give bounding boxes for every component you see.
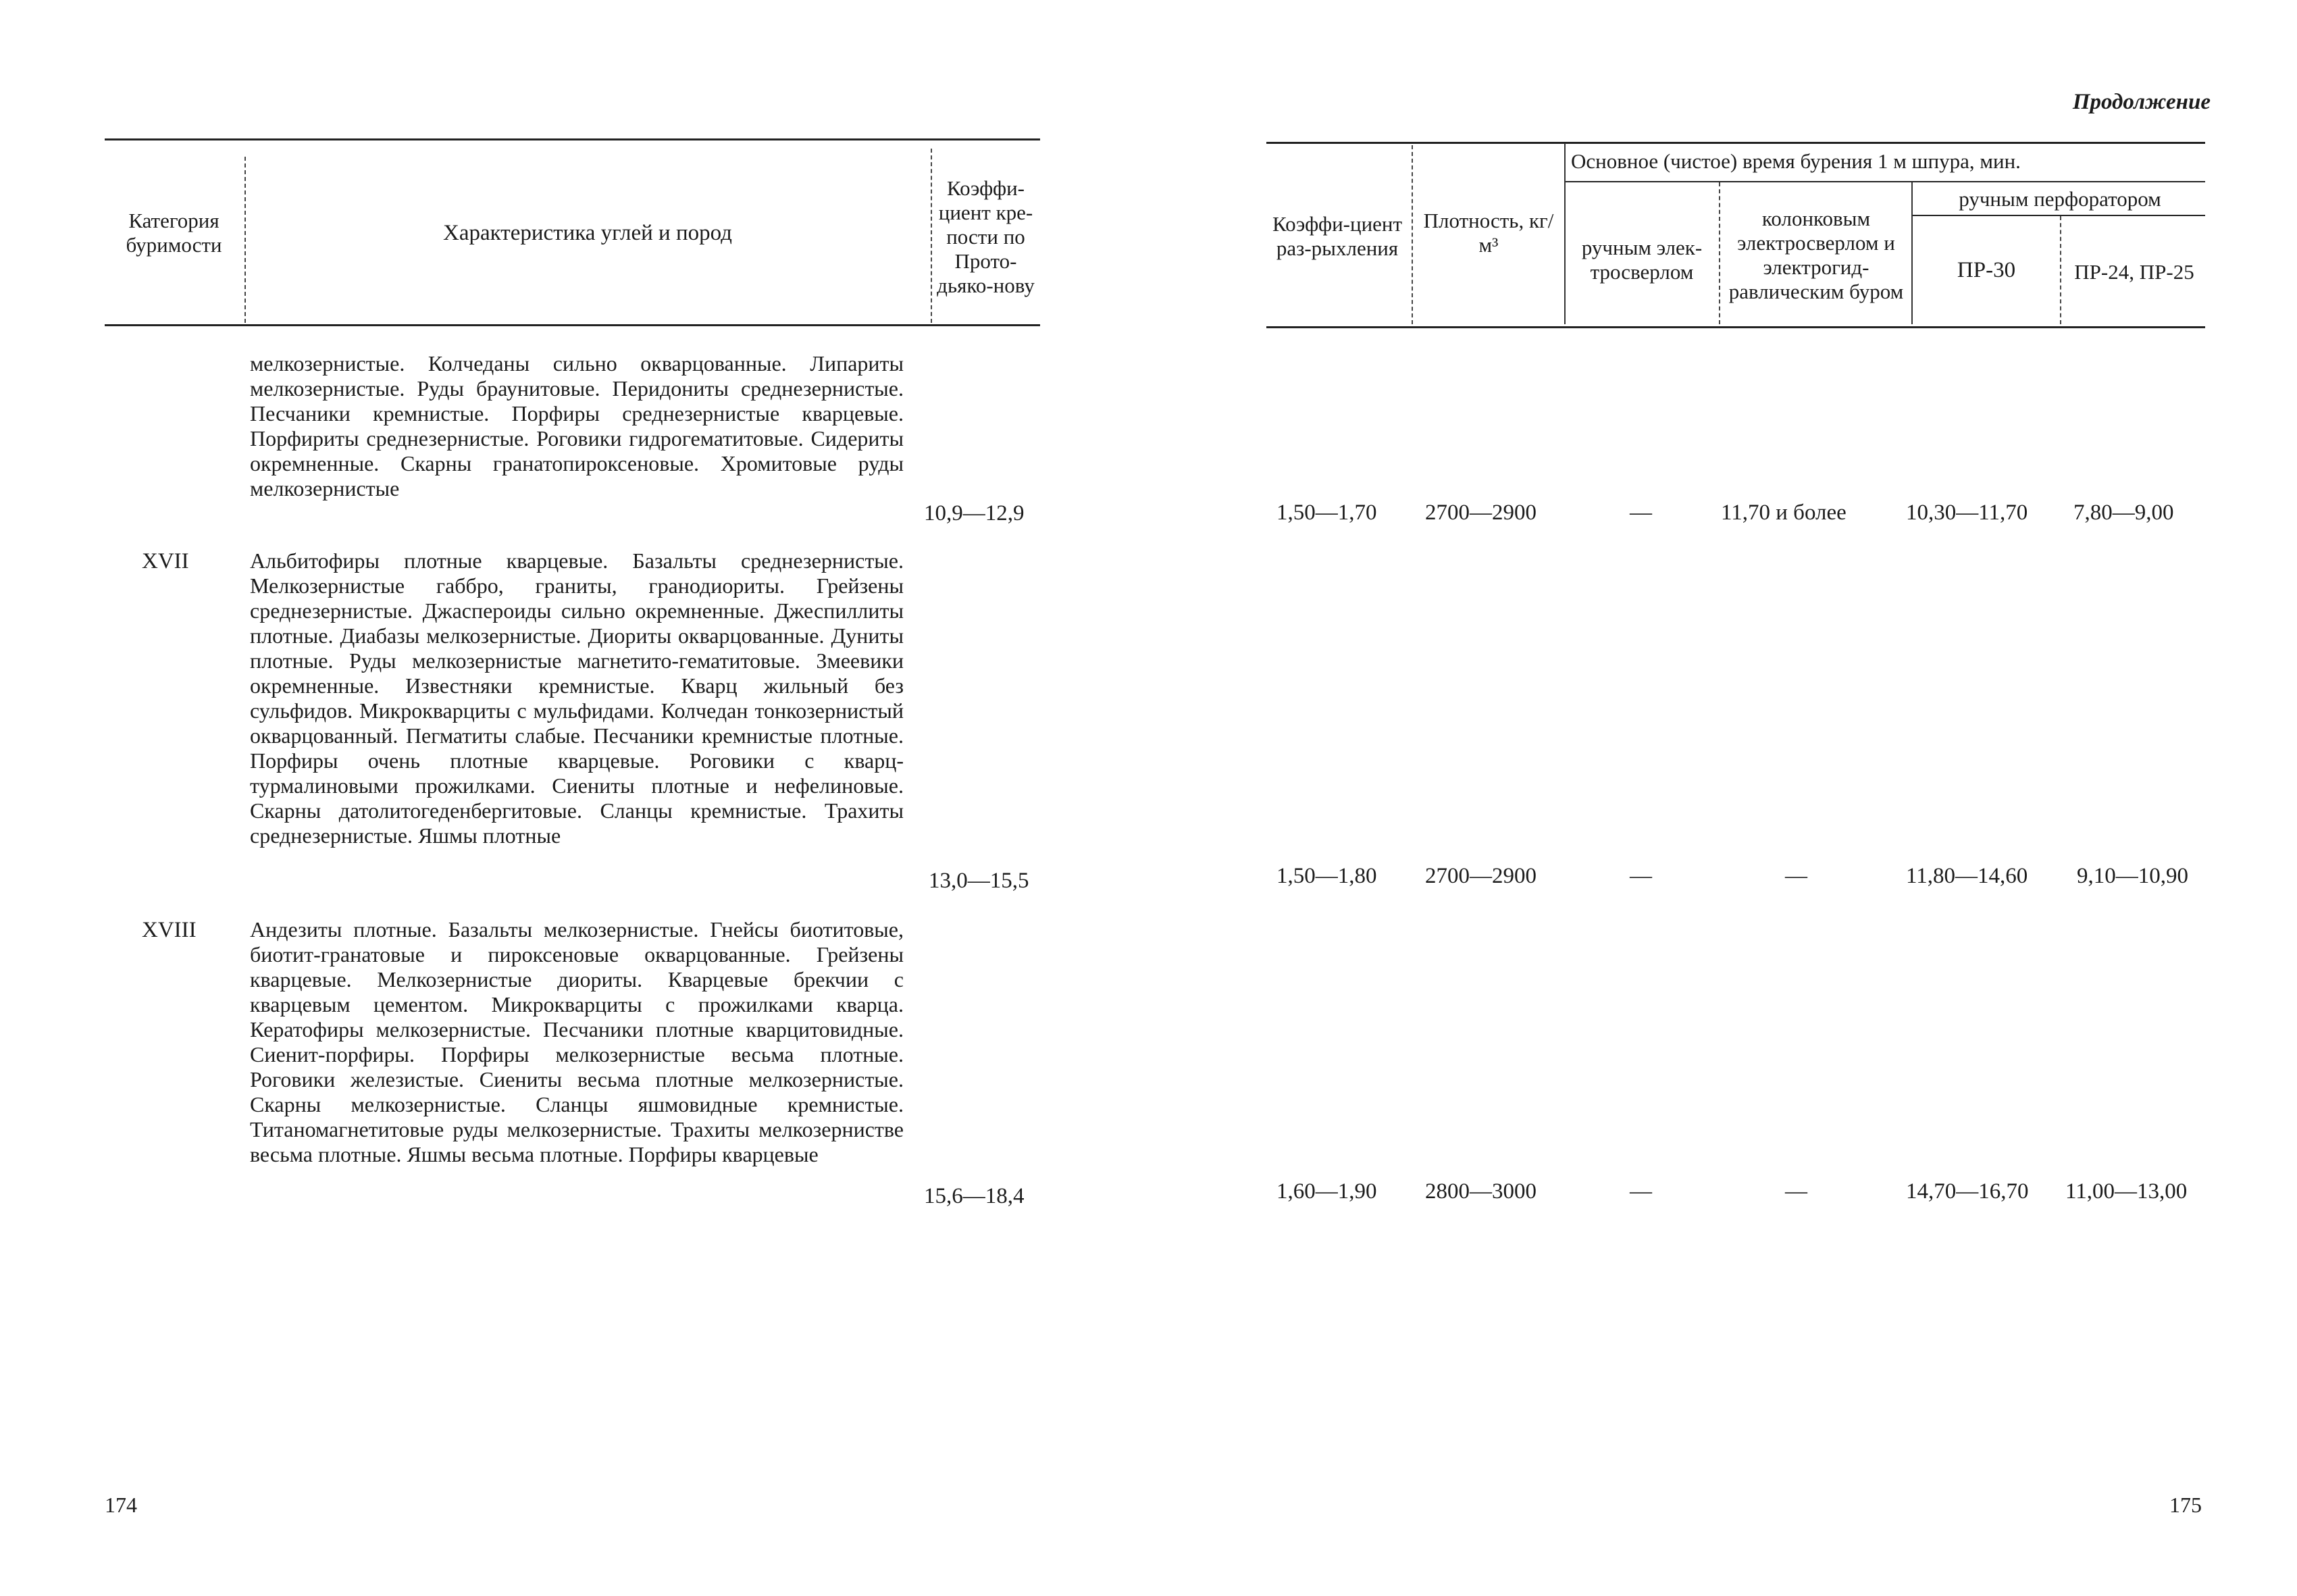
right-header-top-rule	[1266, 142, 2205, 144]
row-pr24: 9,10—10,90	[2077, 864, 2188, 888]
row-manual-electric: —	[1630, 1179, 1652, 1204]
header-category-text: Категория буримости	[126, 209, 222, 257]
header-drill-time-group: Основное (чистое) время бурения 1 м шпура, мин.	[1571, 149, 2021, 173]
header-manual-electric-text: ручным элек-тросверлом	[1581, 236, 1703, 284]
header-characteristics	[250, 203, 925, 263]
header-loosening-text: Коэффи-циент раз-рыхления	[1272, 212, 1403, 260]
header-pr30	[1915, 250, 2058, 290]
row-density: 2800—3000	[1425, 1179, 1537, 1204]
header-density	[1415, 203, 1562, 263]
page-number-left: 174	[105, 1493, 137, 1517]
header-category	[105, 203, 243, 263]
row-pr30: 11,80—14,60	[1906, 864, 2028, 888]
header-perforator-group: ручным перфоратором	[1959, 187, 2161, 211]
header-pr24	[2063, 242, 2205, 303]
group-rule	[1566, 181, 2205, 182]
left-header-divider	[244, 157, 246, 323]
header-hardness	[933, 154, 1038, 319]
row-pr30: 10,30—11,70	[1906, 500, 2028, 525]
header-loosening	[1266, 196, 1408, 277]
right-header-divider	[1412, 145, 1413, 324]
row-loosening: 1,50—1,70	[1276, 500, 1377, 525]
header-column-drill	[1722, 188, 1910, 323]
left-header-top-rule	[105, 138, 1040, 140]
header-column-drill-text: колонковым электросверлом и электрогид-равлическим буром	[1728, 207, 1904, 303]
continuation-label: Продолжение	[2072, 90, 2211, 114]
row-column-drill: 11,70 и более	[1721, 500, 1847, 525]
row-hardness: 13,0—15,5	[929, 869, 1029, 893]
right-header-bottom-rule	[1266, 326, 2205, 328]
row-description: мелкозернистые. Колчеданы сильно окварцованные. Липариты мелкозернистые. Руды браунитовые. Перидониты среднезернистые. Песчаники кремнистые. Порфиры среднезернистые кварцевые. Порфириты среднезернистые. Роговики гидрогематитовые. Сидериты окремненные. Скарны гранатопироксеновые. Хромитовые руды мелкозернистые	[250, 351, 904, 500]
right-header-divider	[1911, 182, 1913, 324]
row-hardness: 10,9—12,9	[924, 501, 1025, 525]
row-description: Альбитофиры плотные кварцевые. Базальты среднезернистые. Мелкозернистые габбро, граниты, гранодиориты. Грейзены среднезернистые. Джаспероиды сильно окремненные. Джеспиллиты плотные. Диабазы мелкозернистые. Диориты окварцованные. Дуниты плотные. Руды мелкозернистые магнетито-гематитовые. Змеевики окремненные. Известняки кремнистые. Кварц жильный без сульфидов. Микрокварциты с мульфидами. Колчедан тонкозернистый окварцованный. Пегматиты слабые. Песчаники кремнистые плотные. Порфиры очень плотные кварцевые. Роговики с кварц-турмалиновыми прожилками. Сиениты плотные и нефелиновые. Скарны датолитогеденбергитовые. Сланцы кремнистые. Трахиты среднезернистые. Яшмы плотные	[250, 548, 904, 848]
header-pr24-text: ПР-24, ПР-25	[2074, 260, 2194, 284]
row-loosening: 1,60—1,90	[1276, 1179, 1377, 1204]
right-header-divider	[1719, 182, 1720, 324]
row-manual-electric: —	[1630, 500, 1652, 525]
page-number-right: 175	[2169, 1493, 2202, 1517]
row-loosening: 1,50—1,80	[1276, 864, 1377, 888]
row-category: XVIII	[142, 918, 197, 942]
row-density: 2700—2900	[1425, 500, 1537, 525]
row-column-drill: —	[1785, 1179, 1807, 1204]
perforator-group-rule	[1913, 215, 2205, 216]
header-hardness-text: Коэффи-циент кре-пости по Прото-дьяко-нову	[937, 176, 1035, 297]
row-density: 2700—2900	[1425, 864, 1537, 888]
right-header-divider	[2060, 216, 2061, 324]
header-pr30-text: ПР-30	[1957, 258, 2016, 282]
row-pr30: 14,70—16,70	[1906, 1179, 2029, 1204]
row-hardness: 15,6—18,4	[924, 1184, 1025, 1208]
left-header-bottom-rule	[105, 324, 1040, 326]
row-description: Андезиты плотные. Базальты мелкозернистые. Гнейсы биотитовые, биотит-гранатовые и пироксеновые окварцованные. Грейзены кварцевые. Мелкозернистые диориты. Кварцевые брекчии с кварцевым цементом. Микрокварциты с прожилками кварца. Кератофиры мелкозернистые. Песчаники плотные кварцитовидные. Сиенит-порфиры. Порфиры мелкозернистые весьма плотные. Роговики железистые. Сиениты весьма плотные мелкозернистые. Скарны мелкозернистые. Сланцы яшмовидные кремнистые. Титаномагнетитовые руды мелкозернистые. Трахиты мелкозернистве весьма плотные. Яшмы весьма плотные. Порфиры кварцевые	[250, 917, 904, 1166]
right-header-divider	[1564, 143, 1566, 324]
left-header-divider	[931, 149, 932, 323]
row-pr24: 7,80—9,00	[2073, 500, 2174, 525]
row-pr24: 11,00—13,00	[2065, 1179, 2188, 1204]
header-density-text: Плотность, кг/м³	[1423, 209, 1554, 257]
header-manual-electric	[1567, 223, 1717, 297]
row-category: XVII	[142, 549, 189, 573]
row-column-drill: —	[1785, 864, 1807, 888]
row-manual-electric: —	[1630, 864, 1652, 888]
header-characteristics-text: Характеристика углей и пород	[443, 221, 732, 245]
